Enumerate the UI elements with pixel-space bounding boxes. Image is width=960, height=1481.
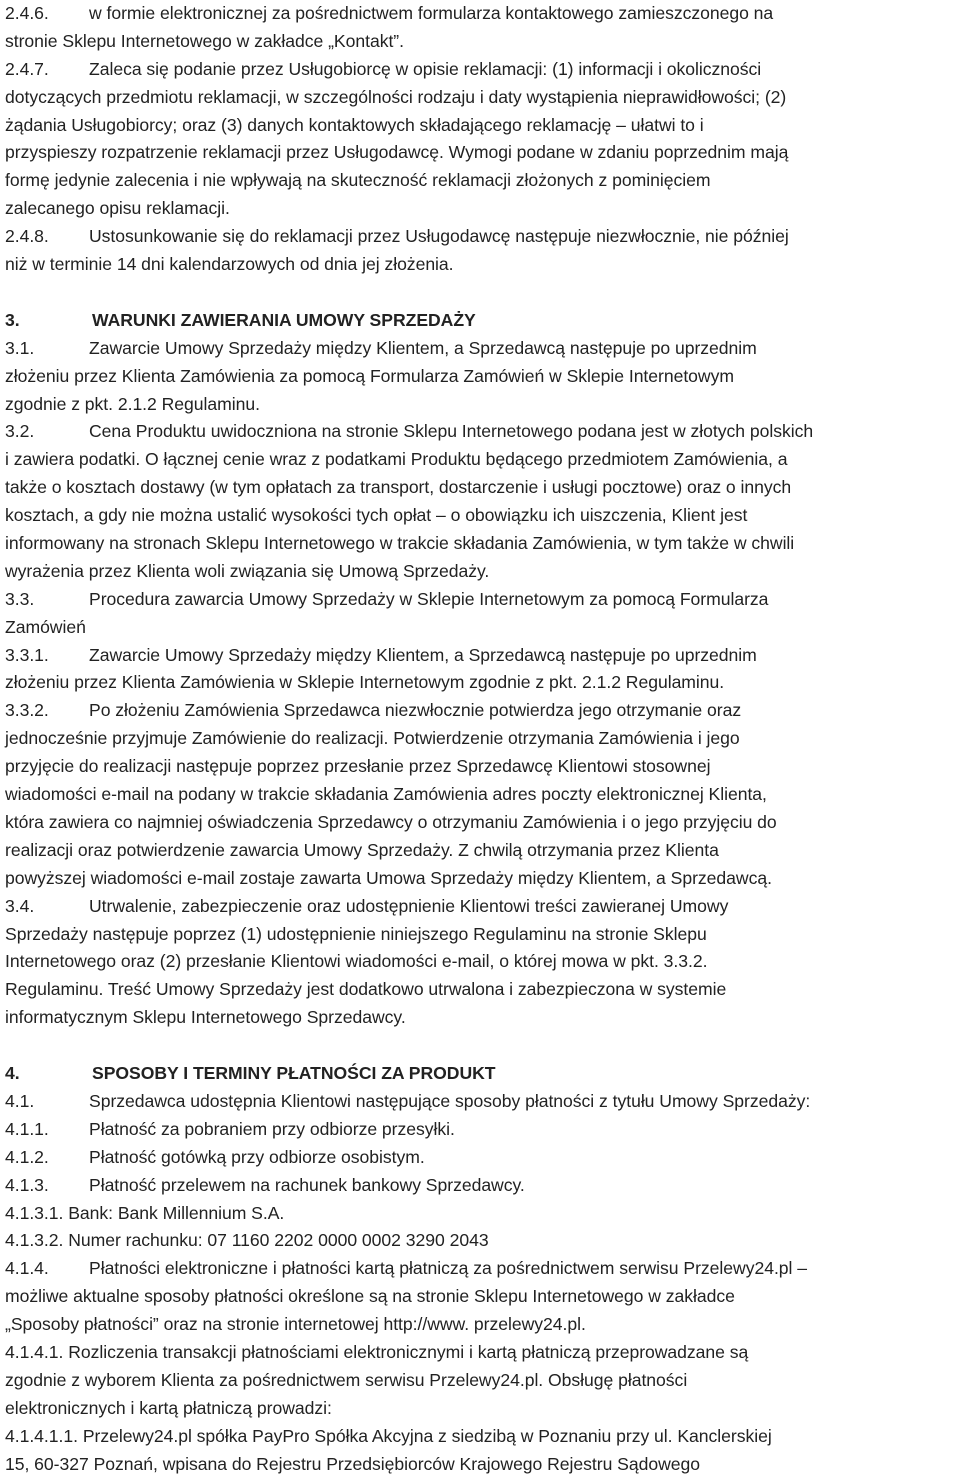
paragraph-line (5, 112, 960, 140)
line-text: Zawarcie Umowy Sprzedaży między Klientem, a Sprzedawcą następuje po uprzednim (89, 337, 757, 358)
line-text: 4.1.3.1. Bank: Bank Millennium S.A. (5, 1202, 285, 1223)
section-spacer (5, 279, 960, 307)
paragraph-line (5, 1367, 960, 1395)
section-heading (5, 307, 960, 335)
clause-number: 3.3. (5, 588, 35, 609)
clause-number: 2.4.6. (5, 3, 49, 23)
line-text: złożeniu przez Klienta Zamówienia w Sklepie Internetowym zgodnie z pkt. 2.1.2 Regulaminu. (5, 672, 725, 693)
line-text: Płatność za pobraniem przy odbiorze przesyłki. (89, 1118, 455, 1139)
paragraph-line (5, 1283, 960, 1311)
line-text: przyjęcie do realizacji następuje poprzez przesłanie przez Sprzedawcę Klientowi stosownej (5, 756, 711, 777)
clause-number: 3.3.2. (5, 700, 49, 721)
line-text: formę jedynie zalecenia i nie wpływają na skuteczność reklamacji złożonych z pominięciem (5, 170, 711, 191)
clause-number: 3. (5, 309, 20, 330)
paragraph-line (5, 669, 960, 697)
paragraph-line (5, 558, 960, 586)
line-text: informowany na stronach Sklepu Internetowego w trakcie składania Zamówienia, w tym także w chwili (5, 533, 795, 554)
line-text: Płatność przelewem na rachunek bankowy Sprzedawcy. (89, 1174, 525, 1195)
line-text: dotyczących przedmiotu reklamacji, w szczególności rodzaju i daty wystąpienia nieprawidłowości; (2) (5, 86, 787, 107)
line-text: jednocześnie przyjmuje Zamówienie do realizacji. Potwierdzenie otrzymania Zamówienia i jego (5, 728, 740, 749)
line-text: 4.1.4.1. Rozliczenia transakcji płatnościami elektronicznymi i kartą płatniczą przeprowadzane są (5, 1341, 749, 1362)
paragraph-line (5, 1423, 960, 1451)
paragraph-line (5, 865, 960, 893)
line-text: Zaleca się podanie przez Usługobiorcę w opisie reklamacji: (1) informacji i okoliczności (89, 58, 762, 79)
clause-number: 3.3.1. (5, 644, 49, 665)
section-spacer (5, 1032, 960, 1060)
paragraph-line (5, 1395, 960, 1423)
paragraph-line (5, 167, 960, 195)
paragraph-line (5, 1004, 960, 1032)
section-heading (5, 1060, 960, 1088)
clause-number: 4.1.4. (5, 1258, 49, 1279)
numbered-paragraph-line (5, 335, 960, 363)
line-text: powyższej wiadomości e-mail zostaje zawarta Umowa Sprzedaży między Klientem, a Sprzedawcą. (5, 867, 772, 888)
numbered-paragraph-line (5, 1144, 960, 1172)
line-text: która zawiera co najmniej oświadczenia Sprzedawcy o otrzymaniu Zamówienia i o jego przyjęciu do (5, 811, 777, 832)
section-heading-text: WARUNKI ZAWIERANIA UMOWY SPRZEDAŻY (92, 309, 476, 330)
paragraph-line (5, 1339, 960, 1367)
paragraph-line (5, 1227, 960, 1255)
line-text: Ustosunkowanie się do reklamacji przez Usługodawcę następuje niezwłocznie, nie później (89, 226, 789, 247)
paragraph-line (5, 948, 960, 976)
paragraph-line (5, 28, 960, 56)
line-text: stronie Sklepu Internetowego w zakładce „Kontakt”. (5, 30, 404, 51)
numbered-paragraph-line (5, 697, 960, 725)
numbered-paragraph-line (5, 893, 960, 921)
paragraph-line (5, 753, 960, 781)
line-text: wyrażenia przez Klienta woli związania się Umową Sprzedaży. (5, 560, 490, 581)
line-text: niż w terminie 14 dni kalendarzowych od dnia jej złożenia. (5, 254, 454, 275)
line-text: i zawiera podatki. O łącznej cenie wraz z podatkami Produktu będącego przedmiotem Zamówienia, a (5, 449, 788, 470)
paragraph-line (5, 837, 960, 865)
paragraph-line (5, 391, 960, 419)
line-text: Zamówień (5, 616, 86, 637)
numbered-paragraph-line (5, 223, 960, 251)
clause-number: 3.4. (5, 895, 35, 916)
line-text: Procedura zawarcia Umowy Sprzedaży w Sklepie Internetowym za pomocą Formularza (89, 588, 769, 609)
paragraph-line (5, 530, 960, 558)
paragraph-line (5, 614, 960, 642)
numbered-paragraph-line (5, 56, 960, 84)
paragraph-line (5, 502, 960, 530)
clause-number: 2.4.8. (5, 226, 49, 247)
paragraph-line (5, 809, 960, 837)
line-text: w formie elektronicznej za pośrednictwem formularza kontaktowego zamieszczonego na (89, 3, 774, 23)
line-text: Utrwalenie, zabezpieczenie oraz udostępnienie Klientowi treści zawieranej Umowy (89, 895, 729, 916)
line-text: Sprzedawca udostępnia Klientowi następujące sposoby płatności z tytułu Umowy Sprzedaży: (89, 1090, 811, 1111)
line-text: elektronicznych i kartą płatniczą prowadzi: (5, 1397, 332, 1418)
line-text: 15, 60-327 Poznań, wpisana do Rejestru Przedsiębiorców Krajowego Rejestru Sądowego (5, 1453, 701, 1474)
clause-number: 3.2. (5, 421, 35, 442)
paragraph-line (5, 251, 960, 279)
paragraph-line (5, 84, 960, 112)
clause-number: 4.1.2. (5, 1146, 49, 1167)
clause-number: 4.1.3. (5, 1174, 49, 1195)
line-text: Cena Produktu uwidoczniona na stronie Sklepu Internetowego podana jest w złotych polskich (89, 421, 814, 442)
line-text: Internetowego oraz (2) przesłanie Klientowi wiadomości e-mail, o której mowa w pkt. 3.3.2. (5, 951, 708, 972)
clause-number: 4. (5, 1063, 20, 1084)
numbered-paragraph-line (5, 0, 960, 28)
paragraph-line (5, 446, 960, 474)
numbered-paragraph-line (5, 418, 960, 446)
section-heading-text: SPOSOBY I TERMINY PŁATNOŚCI ZA PRODUKT (92, 1063, 496, 1084)
line-text: Regulaminu. Treść Umowy Sprzedaży jest dodatkowo utrwalona i zabezpieczona w systemie (5, 979, 727, 1000)
paragraph-line (5, 474, 960, 502)
numbered-paragraph-line (5, 1088, 960, 1116)
line-text: także o kosztach dostawy (w tym opłatach za transport, dostarczenie i usługi pocztowe) oraz o innych (5, 477, 792, 498)
line-text: wiadomości e-mail na podany w trakcie składania Zamówienia adres poczty elektronicznej Klienta, (5, 784, 767, 805)
paragraph-line (5, 195, 960, 223)
regulations-document (5, 0, 960, 1478)
numbered-paragraph-line (5, 1172, 960, 1200)
line-text: Płatności elektroniczne i płatności kartą płatniczą za pośrednictwem serwisu Przelewy24.pl – (89, 1258, 807, 1279)
clause-number: 3.1. (5, 337, 35, 358)
line-text: żądania Usługobiorcy; oraz (3) danych kontaktowych składającego reklamację – ułatwi to i (5, 114, 704, 135)
clause-number: 4.1.1. (5, 1118, 49, 1139)
paragraph-line (5, 725, 960, 753)
paragraph-line (5, 1200, 960, 1228)
numbered-paragraph-line (5, 1116, 960, 1144)
line-text: zalecanego opisu reklamacji. (5, 198, 230, 219)
line-text: „Sposoby płatności” oraz na stronie internetowej http://www. przelewy24.pl. (5, 1314, 586, 1335)
numbered-paragraph-line (5, 1255, 960, 1283)
paragraph-line (5, 1311, 960, 1339)
paragraph-line (5, 976, 960, 1004)
line-text: informatycznym Sklepu Internetowego Sprzedawcy. (5, 1007, 406, 1028)
line-text: 4.1.3.2. Numer rachunku: 07 1160 2202 0000 0002 3290 2043 (5, 1230, 489, 1251)
paragraph-line (5, 139, 960, 167)
line-text: 4.1.4.1.1. Przelewy24.pl spółka PayPro Spółka Akcyjna z siedzibą w Poznaniu przy ul. Kanclerskiej (5, 1425, 772, 1446)
numbered-paragraph-line (5, 586, 960, 614)
clause-number: 2.4.7. (5, 58, 49, 79)
paragraph-line (5, 363, 960, 391)
clause-number: 4.1. (5, 1090, 35, 1111)
line-text: Po złożeniu Zamówienia Sprzedawca niezwłocznie potwierdza jego otrzymanie oraz (89, 700, 742, 721)
line-text: złożeniu przez Klienta Zamówienia za pomocą Formularza Zamówień w Sklepie Internetowym (5, 365, 734, 386)
paragraph-line (5, 921, 960, 949)
paragraph-line (5, 1451, 960, 1479)
line-text: kosztach, a gdy nie można ustalić wysokości tych opłat – o obowiązku ich uiszczenia, Klient jest (5, 505, 748, 526)
line-text: Zawarcie Umowy Sprzedaży między Klientem, a Sprzedawcą następuje po uprzednim (89, 644, 757, 665)
line-text: zgodnie z wyborem Klienta za pośrednictwem serwisu Przelewy24.pl. Obsługę płatności (5, 1369, 688, 1390)
line-text: możliwe aktualne sposoby płatności określone są na stronie Sklepu Internetowego w zakładce (5, 1286, 735, 1307)
line-text: zgodnie z pkt. 2.1.2 Regulaminu. (5, 393, 260, 414)
line-text: Płatność gotówką przy odbiorze osobistym. (89, 1146, 425, 1167)
line-text: przyspieszy rozpatrzenie reklamacji przez Usługodawcę. Wymogi podane w zdaniu poprzednim mają (5, 142, 789, 163)
numbered-paragraph-line (5, 642, 960, 670)
paragraph-line (5, 781, 960, 809)
line-text: realizacji oraz potwierdzenie zawarcia Umowy Sprzedaży. Z chwilą otrzymania przez Klienta (5, 839, 719, 860)
line-text: Sprzedaży następuje poprzez (1) udostępnienie niniejszego Regulaminu na stronie Sklepu (5, 923, 707, 944)
